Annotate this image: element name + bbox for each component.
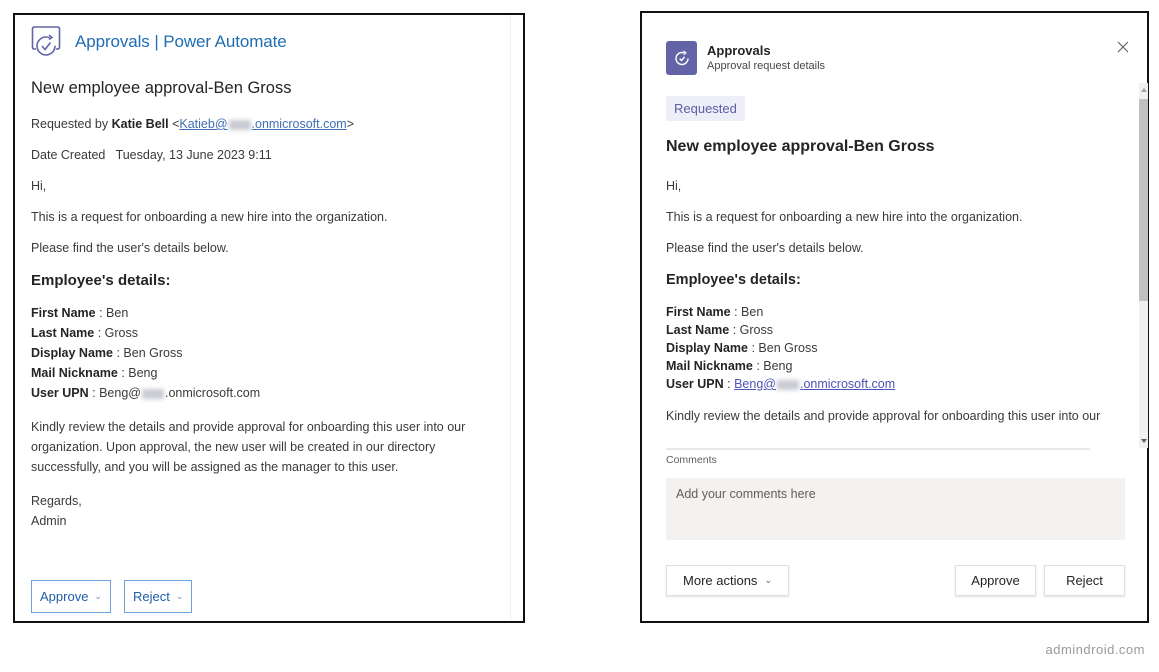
detail-first-name: First Name : Ben: [666, 305, 764, 319]
detail-display-name: Display Name : Ben Gross: [31, 346, 183, 360]
date-created-label: Date Created: [31, 148, 106, 162]
find-details-text: Please find the user's details below.: [666, 241, 864, 255]
request-details-scroll-area[interactable]: [666, 93, 1120, 450]
scroll-down-arrow-icon[interactable]: [1141, 439, 1147, 443]
greeting: Hi,: [666, 179, 682, 193]
review-text: Kindly review the details and provide approval for onboarding this user into our organization. Upon approval, the new user will be created in our directory successfully, and you will be assigned as the manager to this user.: [31, 420, 466, 474]
employee-details-heading: Employee's details:: [31, 272, 171, 289]
email-header: [31, 25, 287, 59]
comments-input[interactable]: [666, 478, 1125, 540]
request-subject: New employee approval-Ben Gross: [666, 138, 935, 155]
detail-mail-nickname: Mail Nickname : Beng: [31, 366, 158, 380]
greeting: Hi,: [31, 179, 47, 193]
detail-user-upn: User UPN : Beng@ .onmicrosoft.com: [31, 386, 261, 400]
email-subject: New employee approval-Ben Gross: [31, 79, 292, 97]
detail-mail-nickname: Mail Nickname : Beng: [666, 359, 793, 373]
email-approval-card: [13, 13, 525, 623]
card-edge: [510, 15, 511, 621]
approvals-icon: [666, 41, 697, 75]
requested-by-label: Requested by: [31, 117, 109, 131]
approvals-icon: [31, 25, 61, 59]
chevron-down-icon: ⌄: [764, 575, 772, 585]
requested-by-line: Requested by Katie Bell <Katieb@ .onmicrosoft.com>: [31, 117, 354, 131]
close-icon[interactable]: [1115, 39, 1131, 55]
date-created-line: [31, 148, 499, 162]
date-created-value: Tuesday, 13 June 2023 9:11: [115, 148, 272, 162]
employee-details-heading: Employee's details:: [666, 272, 801, 288]
intro-text: This is a request for onboarding a new hire into the organization.: [666, 210, 1023, 224]
scroll-up-arrow-icon[interactable]: [1141, 88, 1147, 92]
vertical-scrollbar[interactable]: [1139, 83, 1148, 448]
scroll-divider: [666, 448, 1090, 450]
watermark: admindroid.com: [1045, 642, 1145, 657]
signature-text: Admin: [31, 514, 67, 528]
regards-text: Regards,: [31, 494, 82, 508]
find-details-text: Please find the user's details below.: [31, 241, 229, 255]
redacted-domain: [229, 120, 251, 130]
more-actions-button[interactable]: [666, 565, 789, 596]
dialog-title: Approvals: [707, 43, 771, 58]
redacted-domain: [777, 380, 799, 390]
approve-dropdown-button[interactable]: [31, 580, 111, 613]
dialog-header: [666, 41, 825, 75]
reject-label: Reject: [132, 589, 170, 604]
redacted-domain: [142, 389, 164, 399]
teams-approval-dialog: [640, 11, 1149, 623]
requester-email-link[interactable]: Katieb@ .onmicrosoft.com: [179, 117, 347, 131]
dialog-subtitle: Approval request details: [707, 60, 826, 72]
user-upn-link[interactable]: Beng@ .onmicrosoft.com: [734, 377, 896, 391]
brand-title: Approvals | Power Automate: [75, 32, 287, 51]
reject-dropdown-button[interactable]: [124, 580, 192, 613]
scrollbar-thumb[interactable]: [1139, 99, 1148, 301]
comments-label: Comments: [666, 454, 717, 466]
detail-last-name: Last Name : Gross: [31, 326, 138, 340]
more-actions-label: More actions: [683, 573, 758, 588]
requester-name: Katie Bell: [111, 117, 169, 131]
chevron-down-icon: ⌄: [175, 591, 184, 601]
intro-text: This is a request for onboarding a new hire into the organization.: [31, 210, 388, 224]
detail-first-name: First Name : Ben: [31, 306, 129, 320]
email-actions: [31, 580, 192, 613]
email-body: [31, 79, 499, 531]
status-badge: Requested: [666, 96, 745, 121]
approve-button[interactable]: Approve: [955, 565, 1036, 596]
detail-display-name: Display Name : Ben Gross: [666, 341, 818, 355]
approve-label: Approve: [40, 589, 89, 604]
detail-last-name: Last Name : Gross: [666, 323, 773, 337]
detail-user-upn: User UPN : Beng@ .onmicrosoft.com: [666, 377, 896, 391]
reject-button[interactable]: Reject: [1044, 565, 1125, 596]
review-text: Kindly review the details and provide approval for onboarding this user into our: [666, 409, 1101, 423]
chevron-down-icon: ⌄: [94, 591, 102, 601]
